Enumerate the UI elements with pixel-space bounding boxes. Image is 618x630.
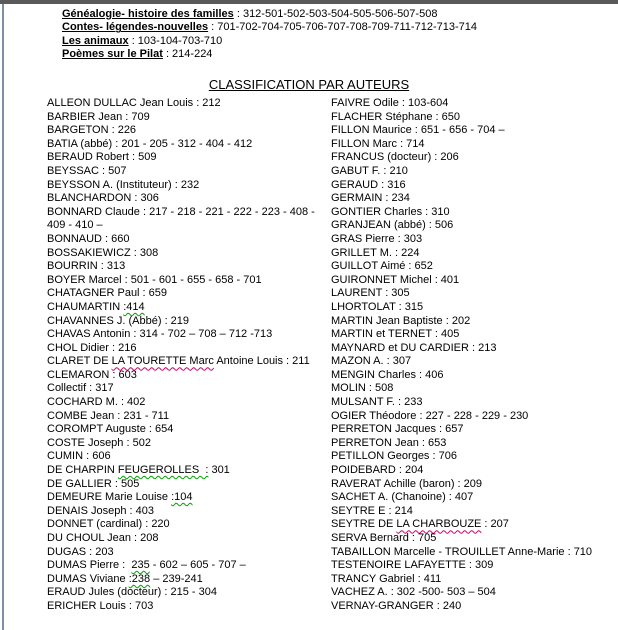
category-numbers: : 103-104-703-710	[128, 34, 223, 47]
author-entry: BARGETON : 226	[47, 124, 137, 137]
author-entry: PETILLON Georges : 706	[331, 450, 457, 463]
author-entry: FILLON Maurice : 651 - 656 - 704 –	[331, 124, 505, 137]
author-entry: ALLEON DULLAC Jean Louis : 212	[47, 97, 221, 109]
author-entry: PERRETON Jacques : 657	[331, 423, 464, 436]
author-entry: DEMEURE Marie Louise :104	[47, 491, 193, 504]
author-entry: DENAIS Joseph : 403	[47, 504, 155, 517]
category-numbers: : 701-702-704-705-706-707-708-709-711-712-713-714	[208, 21, 477, 34]
author-entry: BEYSSON A. (Instituteur) : 232	[47, 178, 200, 191]
author-entry: BOURRIN : 313	[47, 260, 126, 273]
author-entry: COROMPT Auguste : 654	[47, 423, 174, 436]
author-entry: MOLIN : 508	[331, 382, 394, 395]
author-entry: DUGAS : 203	[47, 545, 114, 558]
author-entry: BLANCHARDON : 306	[47, 192, 159, 205]
author-entry: DUMAS Viviane :238 – 239-241	[47, 572, 203, 585]
author-entry: MARTIN Jean Baptiste : 202	[331, 314, 471, 327]
author-entry: SERVA Bernard : 705	[331, 532, 437, 544]
author-entry: DONNET (cardinal) : 220	[47, 518, 170, 531]
author-entry: TRANCY Gabriel : 411	[331, 572, 442, 585]
author-entry: SEYTRE E : 214	[331, 504, 413, 517]
author-entry: Collectif : 317	[47, 382, 114, 395]
author-entry: BOYER Marcel : 501 - 601 - 655 - 658 - 701	[47, 273, 262, 286]
author-entry: CHOL Didier : 216	[47, 341, 137, 354]
author-entry: GRANJEAN (abbé) : 506	[331, 219, 454, 232]
author-entry: CHAUMARTIN :414	[47, 300, 145, 313]
author-entry: LHORTOLAT : 315	[331, 300, 424, 313]
author-entry: DE GALLIER : 505	[47, 477, 140, 490]
author-entry: TABAILLON Marcelle - TROUILLET Anne-Marie : 710	[331, 545, 593, 558]
author-entry: ERAUD Jules (docteur) : 215 - 304	[47, 586, 217, 599]
author-entry: MAYNARD et DU CARDIER : 213	[331, 341, 497, 354]
page-left-border	[2, 4, 4, 630]
spell-squiggle: LA TOURETTE Marc	[111, 355, 214, 368]
author-entry: 409 - 410 –	[47, 219, 103, 232]
author-entry: FRANCUS (docteur) : 206	[331, 151, 459, 164]
author-entry: VACHEZ A. : 302 -500- 503 – 504	[331, 586, 496, 599]
author-entry: MENGIN Charles : 406	[331, 368, 444, 381]
author-entry: GERAUD : 316	[331, 178, 406, 191]
category-line	[62, 35, 477, 48]
author-entry: BOSSAKIEWICZ : 308	[47, 246, 159, 259]
grammar-squiggle: :104	[171, 491, 193, 504]
author-entry: DUMAS Pierre : 235 - 602 – 605 - 707 –	[47, 559, 246, 572]
authors-column-right	[331, 97, 592, 614]
author-entry: CHAVAS Antonin : 314 - 702 – 708 – 712 -713	[47, 328, 273, 341]
author-entry: FAIVRE Odile : 103-604	[331, 97, 449, 109]
category-label: Poèmes sur le Pilat	[62, 48, 163, 61]
author-entry: GUILLOT Aimé : 652	[331, 260, 433, 273]
category-label: Généalogie- histoire des familles	[62, 8, 234, 20]
author-entry: GRAS Pierre : 303	[331, 232, 423, 245]
author-entry: FILLON Marc : 714	[331, 137, 425, 150]
author-entry: DU CHOUL Jean : 208	[47, 532, 159, 544]
author-entry: ERICHER Louis : 703	[47, 599, 154, 612]
grammar-squiggle: FEUGEROLLES :	[117, 464, 209, 477]
author-entry: DE CHARPIN FEUGEROLLES : 301	[47, 464, 230, 477]
author-entry: SEYTRE DE LA CHARBOUZE : 207	[331, 518, 509, 531]
category-line	[62, 48, 477, 61]
author-entry: BEYSSAC : 507	[47, 164, 127, 177]
author-entry: GUIRONNET Michel : 401	[331, 273, 460, 286]
authors-column-left	[47, 97, 315, 614]
author-entry: CHAVANNES J. (Abbé) : 219	[47, 314, 190, 327]
grammar-squiggle: :238	[128, 572, 151, 585]
author-entry: PERRETON Jean : 653	[331, 436, 447, 449]
spell-squiggle: LA CHARBOUZE	[396, 518, 482, 531]
author-entry: VERNAY-GRANGER : 240	[331, 599, 462, 612]
author-entry: LAURENT : 305	[331, 287, 410, 300]
author-entry: TESTENOIRE LAFAYETTE : 309	[331, 559, 494, 572]
author-entry: RAVERAT Achille (baron) : 209	[331, 477, 483, 490]
author-entry: COSTE Joseph : 502	[47, 436, 151, 449]
author-entry: BARBIER Jean : 709	[47, 110, 150, 123]
author-entry: MULSANT F. : 233	[331, 396, 423, 409]
author-entry: GABUT F. : 210	[331, 164, 408, 177]
category-line	[62, 8, 477, 21]
category-numbers: : 312-501-502-503-504-505-506-507-508	[233, 8, 438, 20]
author-entry: COMBE Jean : 231 - 711	[47, 409, 170, 422]
author-entry: BONNARD Claude : 217 - 218 - 221 - 222 - 223 - 408 -	[47, 205, 315, 218]
author-entry: POIDEBARD : 204	[331, 464, 424, 477]
author-entry: GERMAIN : 234	[331, 192, 410, 205]
category-label: Contes- légendes-nouvelles	[62, 21, 209, 34]
author-entry: CLARET DE LA TOURETTE Marc Antoine Louis : 211	[47, 355, 310, 368]
author-entry: MAZON A. : 307	[331, 355, 412, 368]
author-entry: OGIER Théodore : 227 - 228 - 229 - 230	[331, 409, 529, 422]
category-numbers: : 214-224	[162, 48, 213, 61]
author-entry: SACHET A. (Chanoine) : 407	[331, 491, 474, 504]
page-title: CLASSIFICATION PAR AUTEURS	[208, 77, 410, 92]
author-entry: GRILLET M. : 224	[331, 246, 420, 259]
author-entry: MARTIN et TERNET : 405	[331, 328, 460, 341]
author-entry: CLEMARON : 603	[47, 368, 137, 381]
author-entry: CUMIN : 606	[47, 450, 111, 463]
category-label: Les animaux	[62, 34, 129, 47]
window-top-border	[0, 0, 618, 4]
author-entry: GONTIER Charles : 310	[331, 205, 450, 218]
grammar-squiggle: :414	[123, 300, 145, 313]
author-entry: CHATAGNER Paul : 659	[47, 287, 168, 300]
author-entry: COCHARD M. : 402	[47, 396, 146, 409]
grammar-squiggle: 235	[131, 559, 150, 572]
author-entry: BERAUD Robert : 509	[47, 151, 157, 164]
author-entry: BONNAUD : 660	[47, 232, 130, 245]
category-line	[62, 21, 477, 34]
author-entry: FLACHER Stéphane : 650	[331, 110, 461, 123]
author-entry: BATIA (abbé) : 201 - 205 - 312 - 404 - 412	[47, 137, 253, 150]
category-list	[62, 8, 477, 62]
